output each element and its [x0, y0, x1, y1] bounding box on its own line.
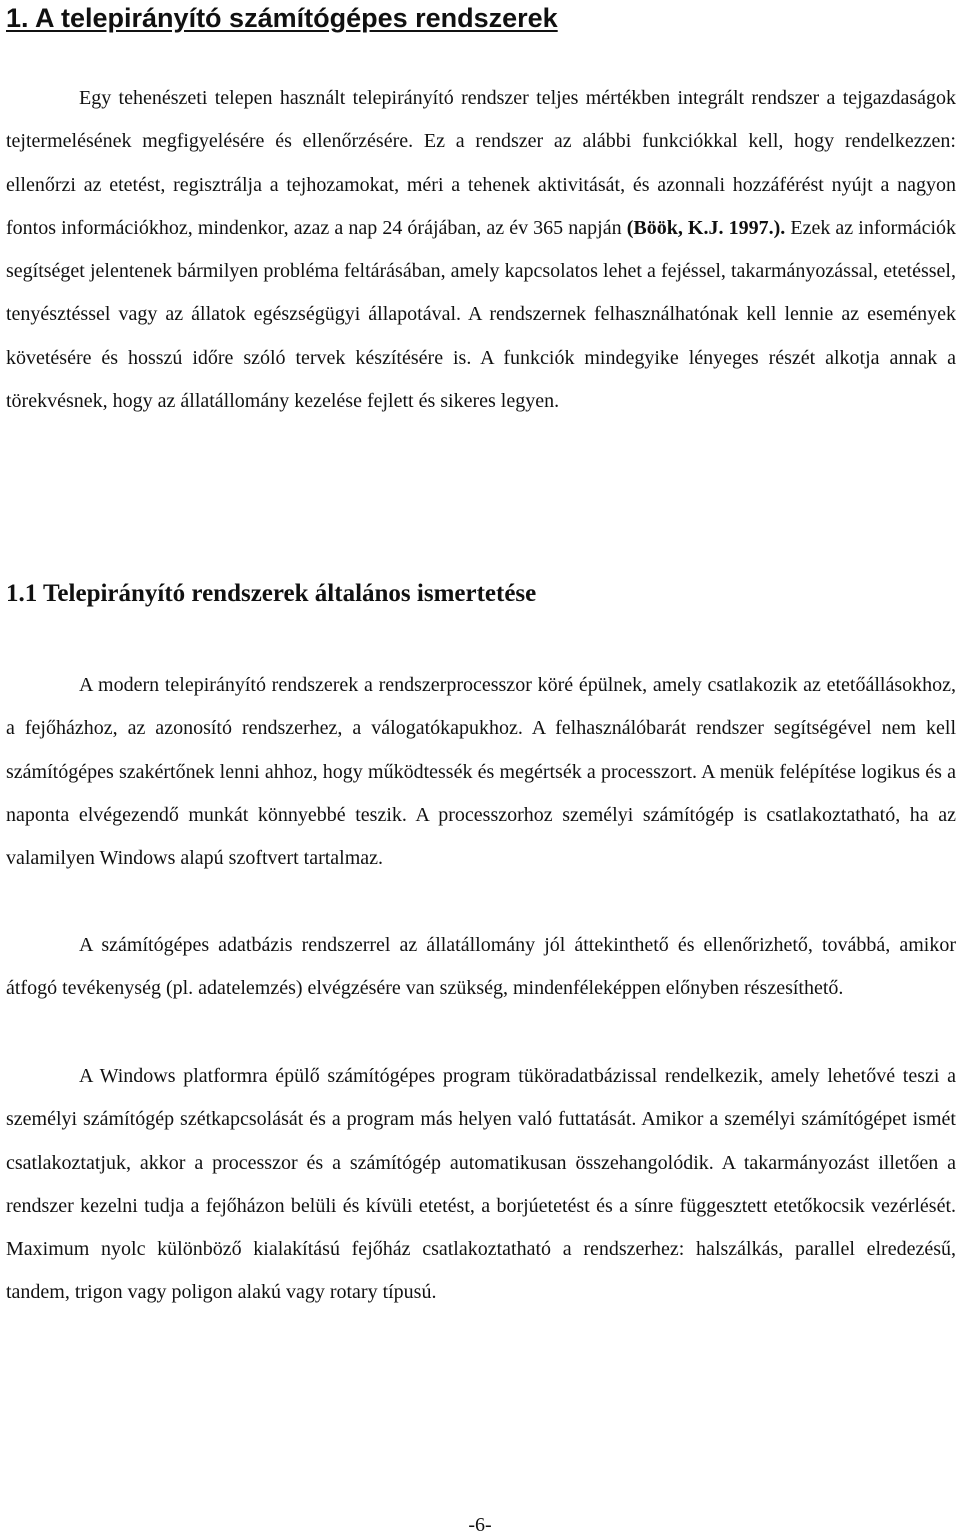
paragraph-modern-systems: [6, 664, 956, 880]
paragraph-intro-text-b: Ezek az információk segítséget jelentenek bármilyen probléma feltárásában, amely kapcsolatos lehet a fejéssel, takarmányozással, etetéssel, tenyésztéssel vagy az állatok egészségügyi állapotával. A rendszernek felhasználhatónak kell lennie az események követésére és hosszú időre szóló tervek készítésére is. A funkciók mindegyike lényeges részét alkotja annak a törekvésnek, hogy az állatállomány kezelése fejlett és sikeres legyen.: [6, 216, 957, 413]
paragraph-database-text: A számítógépes adatbázis rendszerrel az állatállomány jól áttekinthető és ellenőrizhető, továbbá, amikor átfogó tevékenység (pl. adatelemzés) elvégzésére van szükség, mindenféleképpen előnyben részesíthető.: [6, 934, 956, 1000]
paragraph-intro-text-a: Egy tehenészeti telepen használt telepirányító rendszer teljes mértékben integrált rendszer a tejgazdaságok tejtermelésének megfigyelésére és ellenőrzésére. Ez a rendszer az alábbi funkciókkal kell, hogy rendelkezzen: ellenőrzi az etetést, regisztrálja a tejhozamokat, méri a tehenek aktivitását, és azonnali hozzáférést nyújt a nagyon fontos információkhoz, mindenkor, azaz a nap 24 órájában, az év 365 napján: [6, 87, 956, 239]
page-number: -6-: [468, 1514, 492, 1536]
paragraph-intro: [6, 77, 956, 423]
section-heading: 1.1 Telepirányító rendszerek általános ismertetése: [6, 580, 537, 607]
paragraph-windows-program-text: A Windows platformra épülő számítógépes program tüköradatbázissal rendelkezik, amely lehetővé teszi a személyi számítógép szétkapcsolását és a program más helyen való futtatását. Amikor a személyi számítógépet ismét csatlakoztatjuk, akkor a processzor és a számítógép automatikusan összehangolódik. A takarmányozást illetően a rendszer kezelni tudja a fejőházon belüli és kívüli etetést, a borjúetetést és a sínre függesztett etetőkocsik vezérlését. Maximum nyolc különböző kialakítású fejőház csatlakoztatható a rendszerhez: halszálkás, parallel elredezésű, tandem, trigon vagy poligon alakú vagy rotary típusú.: [6, 1065, 956, 1304]
paragraph-database: [6, 924, 956, 1011]
paragraph-modern-systems-text: A modern telepirányító rendszerek a rendszerprocesszor köré épülnek, amely csatlakozik az etetőállásokhoz, a fejőházhoz, az azonosító rendszerhez, a válogatókapukhoz. A felhasználóbarát rendszer segítségével nem kell számítógépes szakértőnek lenni ahhoz, hogy működtessék és megértsék a processzort. A menük felépítése logikus és a naponta elvégezendő munkát könnyebbé teszik. A processzorhoz személyi számítógép is csatlakoztatható, ha az valamilyen Windows alapú szoftvert tartalmaz.: [6, 674, 956, 870]
citation: (Böök, K.J. 1997.).: [626, 216, 786, 239]
chapter-heading: 1. A telepirányító számítógépes rendszerek: [6, 3, 558, 33]
paragraph-windows-program: [6, 1055, 956, 1315]
